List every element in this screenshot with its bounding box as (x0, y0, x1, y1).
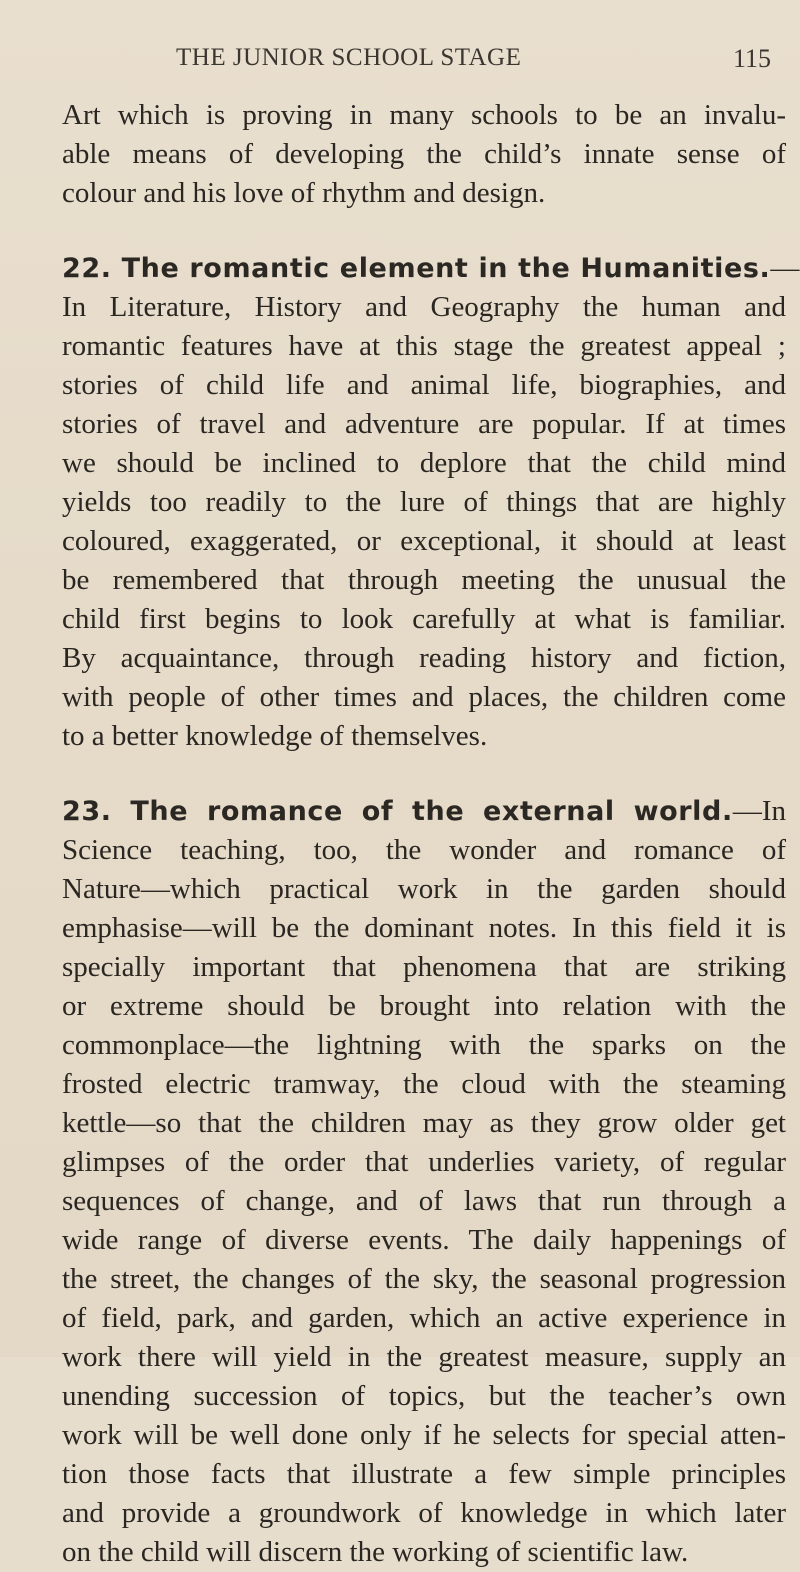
text-line: stories of child life and animal life, biographies, and (62, 369, 786, 401)
section-22 (62, 249, 800, 756)
text-line: sequences of change, and of laws that run through a (62, 1185, 786, 1217)
text-line: coloured, exaggerated, or exceptional, it should at least (62, 525, 786, 557)
text-line: work there will yield in the greatest measure, supply an (62, 1341, 786, 1373)
section-23 (62, 792, 786, 1572)
running-head: THE JUNIOR SCHOOL STAGE (176, 44, 522, 71)
paragraph-gap (62, 213, 786, 249)
text-line: emphasise—will be the dominant notes. In this field it is (62, 912, 786, 944)
text-line: kettle—so that the children may as they grow older get (62, 1107, 786, 1139)
text-line: In Literature, History and Geography the human and (62, 291, 786, 323)
text-line: on the child will discern the working of scientific law. (62, 1536, 689, 1568)
text-line: or extreme should be brought into relation with the (62, 990, 786, 1022)
text-line: Nature—which practical work in the garden should (62, 873, 786, 905)
text-line: stories of travel and adventure are popular. If at times (62, 408, 786, 440)
text-line: Art which is proving in many schools to be an invalu- (62, 99, 786, 131)
text-line: frosted electric tramway, the cloud with the steaming (62, 1068, 786, 1100)
text-line: wide range of diverse events. The daily happenings of (62, 1224, 786, 1256)
carryover-paragraph (62, 96, 786, 213)
page-number: 115 (733, 44, 772, 73)
body-text (62, 96, 800, 1572)
paragraph-gap (62, 756, 786, 792)
text-line: work will be well done only if he selects for special atten- (62, 1419, 786, 1451)
text-line: the street, the changes of the sky, the seasonal progression (62, 1263, 786, 1295)
text-line: By acquaintance, through reading history and fiction, (62, 642, 786, 674)
text-line: glimpses of the order that underlies variety, of regular (62, 1146, 786, 1178)
text-line: to a better knowledge of themselves. (62, 720, 488, 752)
heading-tail: —In (732, 795, 786, 827)
text-line: yields too readily to the lure of things that are highly (62, 486, 786, 518)
text-line: Science teaching, too, the wonder and romance of (62, 834, 786, 866)
text-line: of field, park, and garden, which an active experience in (62, 1302, 786, 1334)
section-heading-line (62, 792, 786, 831)
section-heading: 22. The romantic element in the Humanities. (62, 253, 771, 284)
text-line: able means of developing the child’s innate sense of (62, 138, 786, 170)
text-line: specially important that phenomena that are striking (62, 951, 786, 983)
text-line: and provide a groundwork of knowledge in which later (62, 1497, 786, 1529)
text-line: tion those facts that illustrate a few simple principles (62, 1458, 786, 1490)
text-line: be remembered that through meeting the unusual the (62, 564, 786, 596)
heading-dash: — (770, 252, 800, 284)
text-line: commonplace—the lightning with the sparks on the (62, 1029, 786, 1061)
text-line: child first begins to look carefully at what is familiar. (62, 603, 786, 635)
text-line: we should be inclined to deplore that the child mind (62, 447, 786, 479)
text-line: colour and his love of rhythm and design. (62, 177, 546, 209)
section-heading: 23. The romance of the external world. (62, 796, 733, 827)
text-line: romantic features have at this stage the greatest appeal ; (62, 330, 786, 362)
text-line: unending succession of topics, but the teacher’s own (62, 1380, 786, 1412)
section-heading-line (62, 249, 800, 288)
text-line: with people of other times and places, the children come (62, 681, 786, 713)
